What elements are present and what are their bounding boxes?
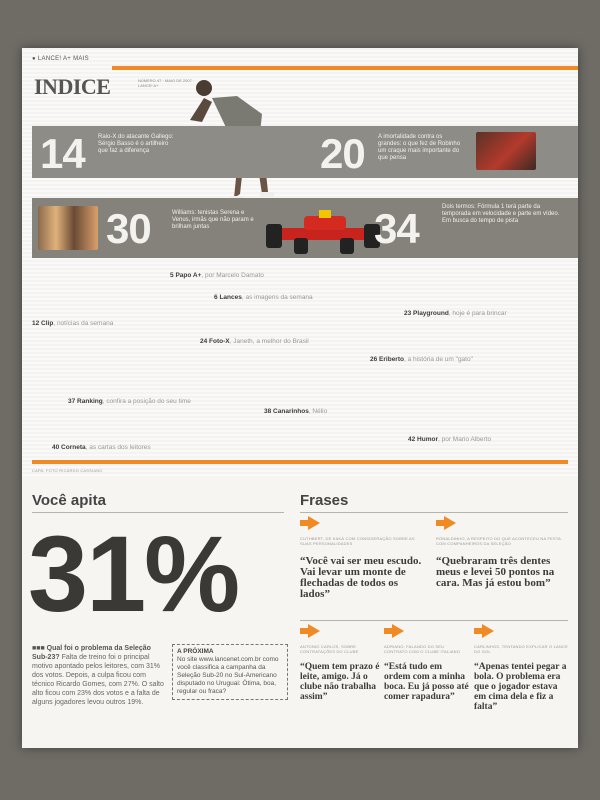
quote-attribution: CUTHBERT, DE KAKÁ COM CONSIDERAÇÃO SOBRE AS SUAS PERSONALIDADES	[300, 536, 415, 546]
quote-text: “Quebraram três dentes meus e levei 50 pontos na cara. Mas já estou bom”	[436, 555, 555, 589]
quote-text: “Quem tem prazo é leite, amigo. Já o clube não trabalha assim”	[300, 662, 380, 702]
feature-number: 34	[374, 205, 419, 252]
index-entry: 24 Foto-X, Janeth, a melhor do Brasil	[200, 338, 309, 345]
quote-attribution: RONALDINHO, A RESPEITO DO QUE ACONTECEU NA FESTA COM COMPANHEIROS DA SELEÇÃO	[436, 536, 561, 546]
quote-text: “Você vai ser meu escudo. Vai levar um monte de flechadas de todos os lados”	[300, 555, 422, 600]
section-kicker: ● LANCE! A+ MAIS	[32, 56, 89, 62]
feature-blurb: Williams: tenistas Serena e Venus, irmãs que não param e brilham juntas	[172, 210, 254, 230]
rule	[300, 512, 568, 513]
f1-car-photo	[264, 198, 384, 260]
feature-number: 30	[106, 205, 151, 252]
magazine-page	[22, 48, 578, 748]
arrow-icon	[444, 516, 456, 530]
quote-attribution: CARLINHOS, TENTANDO EXPLICAR O LANCE DO GOL	[474, 644, 568, 654]
arrow-icon	[392, 624, 404, 638]
quote-attribution: ADRIANO, FALANDO DO SEU CONTRATO COM O CLUBE ITALIANO	[384, 644, 461, 654]
next-poll-box: A PRÓXIMA No site www.lancenet.com.br como você classifica a campanha da Seleção Sub-20 no Sul-Americano disputado no Uruguai: Ótima, boa, regular ou fraca?	[172, 644, 288, 700]
feature-blurb: Raio-X do atacante Gallego: Sérgio Basso é o artilheiro que faz a diferença	[98, 134, 174, 154]
section-divider	[32, 460, 568, 464]
voce-apita-title: Você apita	[32, 492, 106, 509]
index-entry: 38 Canarinhos, Nélio	[264, 408, 328, 415]
index-entry: 37 Ranking, confira a posição do seu time	[68, 398, 191, 405]
feature-blurb: A imortalidade contra os grandes: o que fez de Robinho um craque mais importante do que pensa	[378, 134, 461, 161]
index-entry: 40 Corneta, as cartas dos leitores	[52, 444, 151, 451]
feature-blurb: Dois termos: Fórmula 1 terá parte da temporada em velocidade e parte em vídeo. Em busca do tempo de pista	[442, 204, 560, 224]
quote-text: “Apenas tentei pegar a bola. O problema era que o jogador estava em cima dela e fiz a falta”	[474, 662, 567, 712]
frases-title: Frases	[300, 492, 349, 509]
index-entry: 6 Lances, as imagens da semana	[214, 294, 313, 301]
page-title: INDICE	[34, 74, 111, 99]
feature-photo	[38, 206, 98, 250]
index-entry: 12 Clip, notícias da semana	[32, 320, 114, 327]
arrow-icon	[482, 624, 494, 638]
arrow-icon	[308, 516, 320, 530]
quote-attribution: ANTONIO CARLOS, SOBRE CONTRATAÇÕES DO CLUBE	[300, 644, 359, 654]
index-entry: 26 Eriberto, a história de um "gato"	[370, 356, 473, 363]
quote-text: “Está tudo em ordem com a minha boca. Eu já posso até comer rapadura”	[384, 662, 469, 702]
index-entry: 23 Playground, hoje é para brincar	[404, 310, 507, 317]
poll-percent: 31%	[28, 513, 239, 634]
index-entry: 42 Humor, por Mario Alberto	[408, 436, 492, 443]
issue-meta: NÚMERO 47 · MAIO DE 2007 · LANCE! A+	[138, 78, 195, 88]
index-entry: 5 Papo A+, por Marcelo Damato	[170, 272, 264, 279]
feature-number: 20	[320, 130, 365, 177]
feature-number: 14	[40, 130, 85, 177]
rule	[300, 620, 568, 621]
poll-text: ■■■ Qual foi o problema da Seleção Sub-23? Falta de treino foi o principal motivo apontado pelos leitores, com 31% dos votos. Depois, a culpa ficou com técnico Ricardo Gomes, com 27%. O salto alto ficou com 23% dos votos e a falta de alguns jogadores levou outros 19%.	[32, 645, 164, 706]
arrow-icon	[308, 624, 320, 638]
feature-photo	[476, 132, 536, 170]
cover-credit: CAPA: FOTO RICARDO CASSIANO	[32, 468, 103, 473]
header-rule	[112, 66, 578, 70]
